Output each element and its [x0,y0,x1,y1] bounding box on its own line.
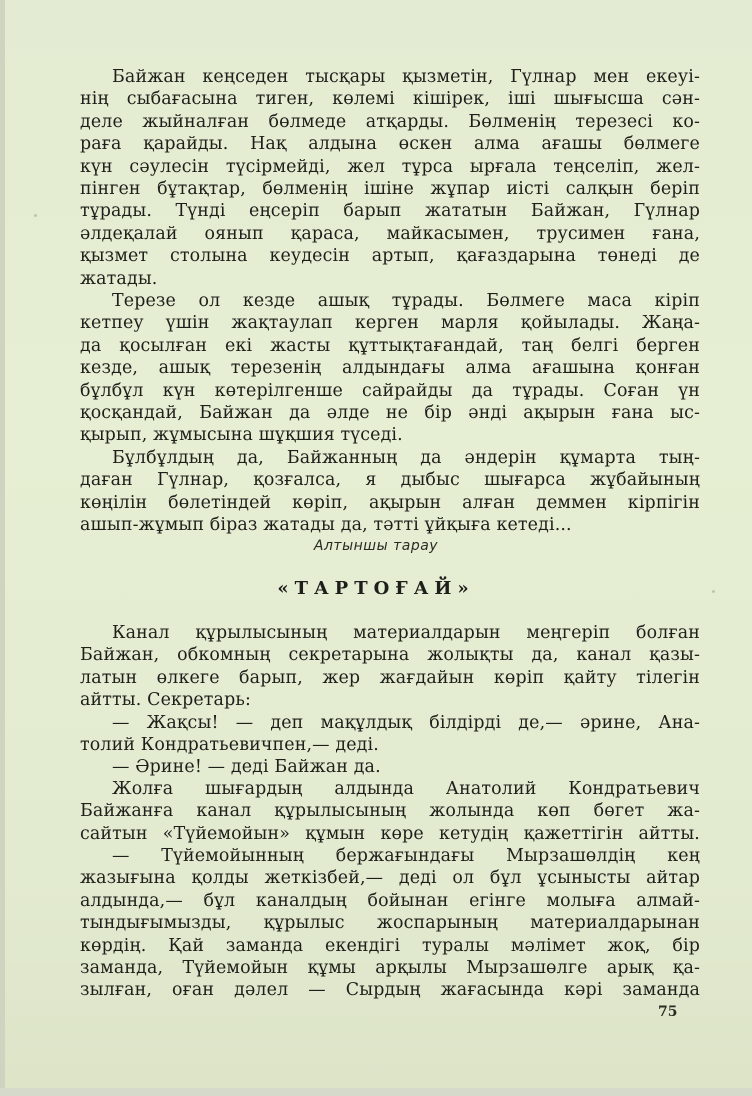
text-line: Байжанға канал құрылысының жолында көп бөгет жа- [80,801,700,822]
text-line: сайтын «Түйемойын» құмын көре кетудің қажеттігін айтты. [80,823,700,844]
chapter-label: Алтыншы тарау [313,538,439,554]
text-line: көңілін бөлетіндей көріп, ақырын алған деммен кірпігін [80,492,700,513]
text-line: бұлбұл күн көтерілгенше сайрайды да тұрады. Соған үн [80,380,700,401]
text-line: раға қарайды. Нақ алдына өскен алма ағашы бөлмеге [80,134,700,155]
page-bottom-edge [0,1088,752,1096]
text-line: күн сәулесін түсірмейді, жел тұрса ырғала теңселіп, жел- [80,156,700,177]
text-line: зылған, оған дәлел — Сырдың жағасында кәрі заманда [80,980,700,1001]
text-line: әлдеқалай оянып қараса, майкасымен, трусимен ғана, [80,223,700,244]
text-line: жазығына қолды жеткізбей,— деді ол бұл ұсынысты айтар [80,868,700,889]
text-line: көрдің. Қай заманда екендігі туралы мәлімет жоқ, бір [80,935,700,956]
text-line: қызмет столына кеудесін артып, қағаздарына төнеді де [80,246,700,267]
text-line: да қосылған екі жасты құттықтағандай, таң белгі берген [80,335,700,356]
paragraph-5 [80,712,700,757]
paragraph-1 [80,66,700,290]
paragraph-6 [80,756,700,778]
chapter-title: «ТАРТОҒАЙ» [277,578,475,599]
text-line: пінген бұтақтар, бөлменің ішіне жұпар иісті салқын беріп [80,179,700,200]
text-line: — Әрине! — деді Байжан да. [112,757,381,777]
text-line: толий Кондратьевичпен,— деді. [80,735,379,756]
text-line: тұрады. Түнді еңсеріп барып жататын Байжан, Гүлнар [80,201,700,222]
text-line: жатады. [80,268,158,289]
text-line: ашып-жұмып біраз жатады да, тәтті ұйқыға кетеді... [80,515,572,536]
text-line: нің сыбағасына тиген, көлемі кішірек, іші шығысша сән- [80,89,700,110]
paper-speck [34,214,37,217]
text-line: Терезе ол кезде ашық тұрады. Бөлмеге маса кіріп [112,291,700,311]
page-number: 75 [658,1004,678,1020]
text-line: қырып, жұмысына шұқшия түседі. [80,425,403,446]
text-line: — Түйемойынның бержағындағы Мырзашөлдің кең [112,846,700,866]
text-line: латын өлкеге барып, жер жағдайын көріп қайту тілегін [80,667,700,688]
text-line: Байжан, обкомның секретарына жолықты да, канал қазы- [80,645,700,666]
text-line: — Жақсы! — деп мақұлдық білдірді де,— әрине, Ана- [112,713,700,733]
paragraph-2 [80,290,700,447]
text-line: Байжан кеңседен тысқары қызметін, Гүлнар мен екеуі- [112,67,700,87]
paragraph-7 [80,778,700,845]
text-line: қосқандай, Байжан да әлде не бір әнді ақырын ғана ыс- [80,403,700,424]
paper-speck [712,590,715,593]
text-line: Канал құрылысының материалдарын меңгеріп болған [112,623,700,643]
text-line: Бұлбұлдың да, Байжанның да әндерін құмарта тың- [112,448,700,468]
paragraph-4 [80,622,700,712]
text-line: айтты. Секретарь: [80,690,251,711]
text-line: даған Гүлнар, қозғалса, я дыбыс шығарса жұбайының [80,470,700,491]
text-line: кезде, ашық терезенің алдындағы алма ағашына қонған [80,358,700,379]
paragraph-3 [80,447,700,537]
text-line: заманда, Түйемойын құмы арқылы Мырзашөлге арық қа- [80,958,700,979]
text-line: кетпеу үшін жақтаулап керген марля қойылады. Жаңа- [80,313,700,334]
text-line: алдында,— бұл каналдың бойынан егінге молыға алмай- [80,890,700,911]
paragraph-8 [80,845,700,1002]
text-line: Жолға шығардың алдында Анатолий Кондратьевич [112,779,700,799]
text-line: деле жыйналған бөлмеде атқарды. Бөлменің терезесі ко- [80,111,700,132]
text-line: тындығымызды, құрылыс жоспарының материалдарынан [80,913,700,934]
